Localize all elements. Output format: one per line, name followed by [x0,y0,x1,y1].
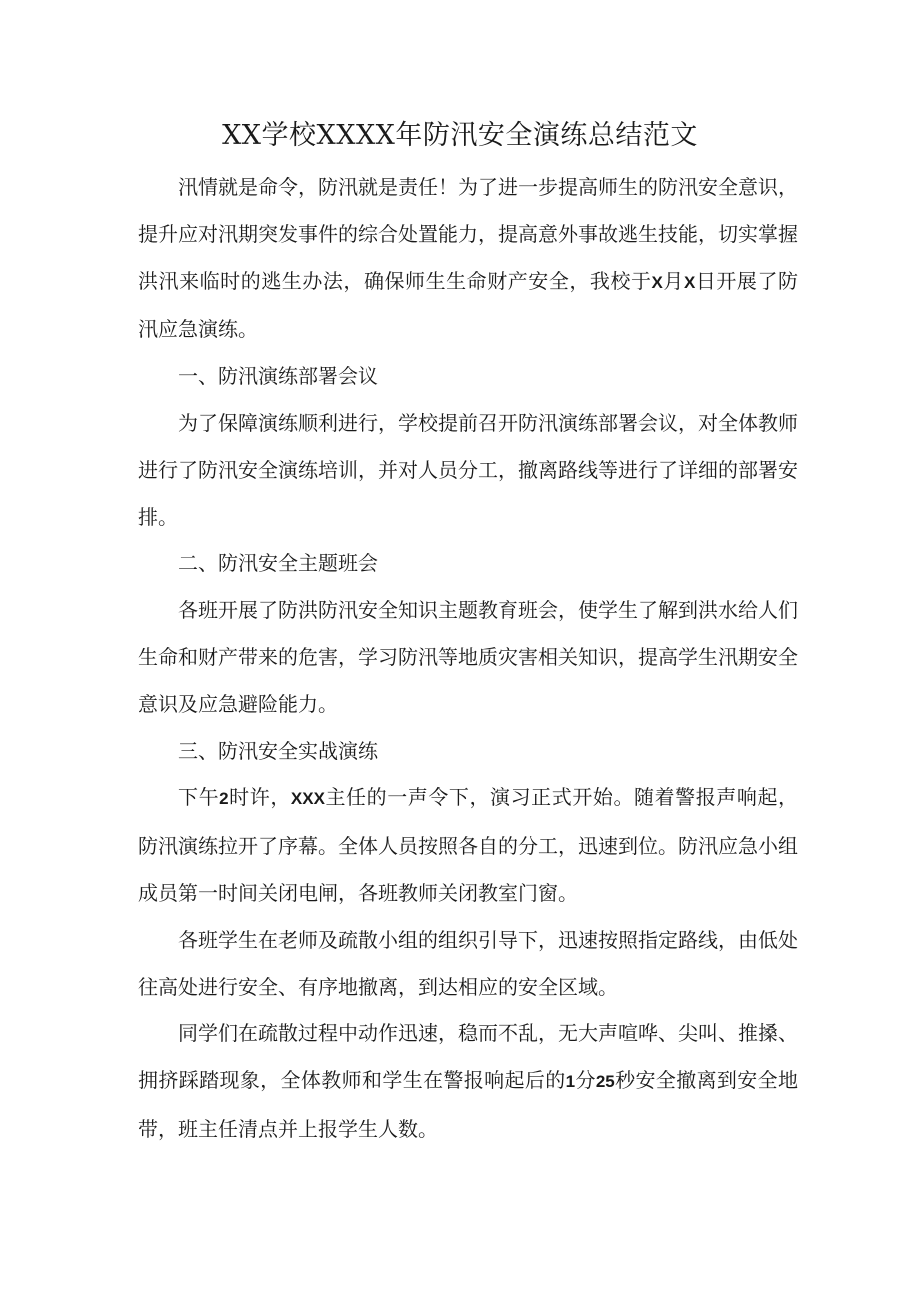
drill-start-text-2: 时许， [228,785,291,810]
drill-day: X [683,272,696,292]
drill-start-text-3: 主任的一声令下，演习正式开始。随着警报声响起，防汛演练拉开了序幕。全体人员按照各自的分工，迅速到位。防汛应急小组成员第一时间关闭电闸，各班教师关闭教室门窗。 [138,785,799,905]
intro-text-1: 汛情就是命令，防汛就是责任！为了进一步提高师生的防汛安全意识，提升应对汛期突发事件的综合处置能力，提高意外事故逃生技能，切实掌握洪汛来临时的逃生办法，确保师生生命财产安全，我校于 [138,175,798,293]
evacuation-text-2: 分 [575,1068,596,1093]
section-2-heading: 二、防汛安全主题班会 [178,551,378,576]
evacuation-minutes: 1 [565,1072,576,1092]
drill-start-text-1: 下午 [178,785,220,810]
document-body [138,164,798,1153]
section-1-heading: 一、防汛演练部署会议 [178,364,378,389]
evacuation-text-3: 秒安全撤离到安全地带，班主任清点并上报学生人数。 [138,1068,799,1141]
evacuation-seconds: 25 [595,1072,615,1092]
section-2-paragraph: 各班开展了防洪防汛安全知识主题教育班会，使学生了解到洪水给人们生命和财产带来的危害，学习防汛等地质灾害相关知识，提高学生汛期安全意识及应急避险能力。 [138,598,798,716]
intro-text-2: 月 [662,268,684,293]
section-3-paragraph-3 [138,1010,798,1152]
evacuation-text-1: 同学们在疏散过程中动作迅速，稳而不乱，无大声喧哗、尖叫、推搡、拥挤踩踏现象，全体教师和学生在警报响起后的 [138,1021,798,1093]
section-3-paragraph-2: 各班学生在老师及疏散小组的组织引导下，迅速按照指定路线，由低处往高处进行安全、有序地撤离，到达相应的安全区域。 [138,927,798,999]
section-1-paragraph: 为了保障演练顺利进行，学校提前召开防汛演练部署会议，对全体教师进行了防汛安全演练培训，并对人员分工，撤离路线等进行了详细的部署安排。 [138,410,798,529]
intro-paragraph [138,164,798,353]
section-3-paragraph-1 [138,774,798,916]
drill-hour: 2 [219,789,229,809]
intro-text-3: 日开展了防汛应急演练。 [138,268,799,342]
page-title: XX学校XXXX年防汛安全演练总结范文 [222,120,698,151]
section-3-heading: 三、防汛安全实战演练 [178,738,378,763]
drill-month: X [651,272,663,292]
director-name: XXX [290,789,325,809]
